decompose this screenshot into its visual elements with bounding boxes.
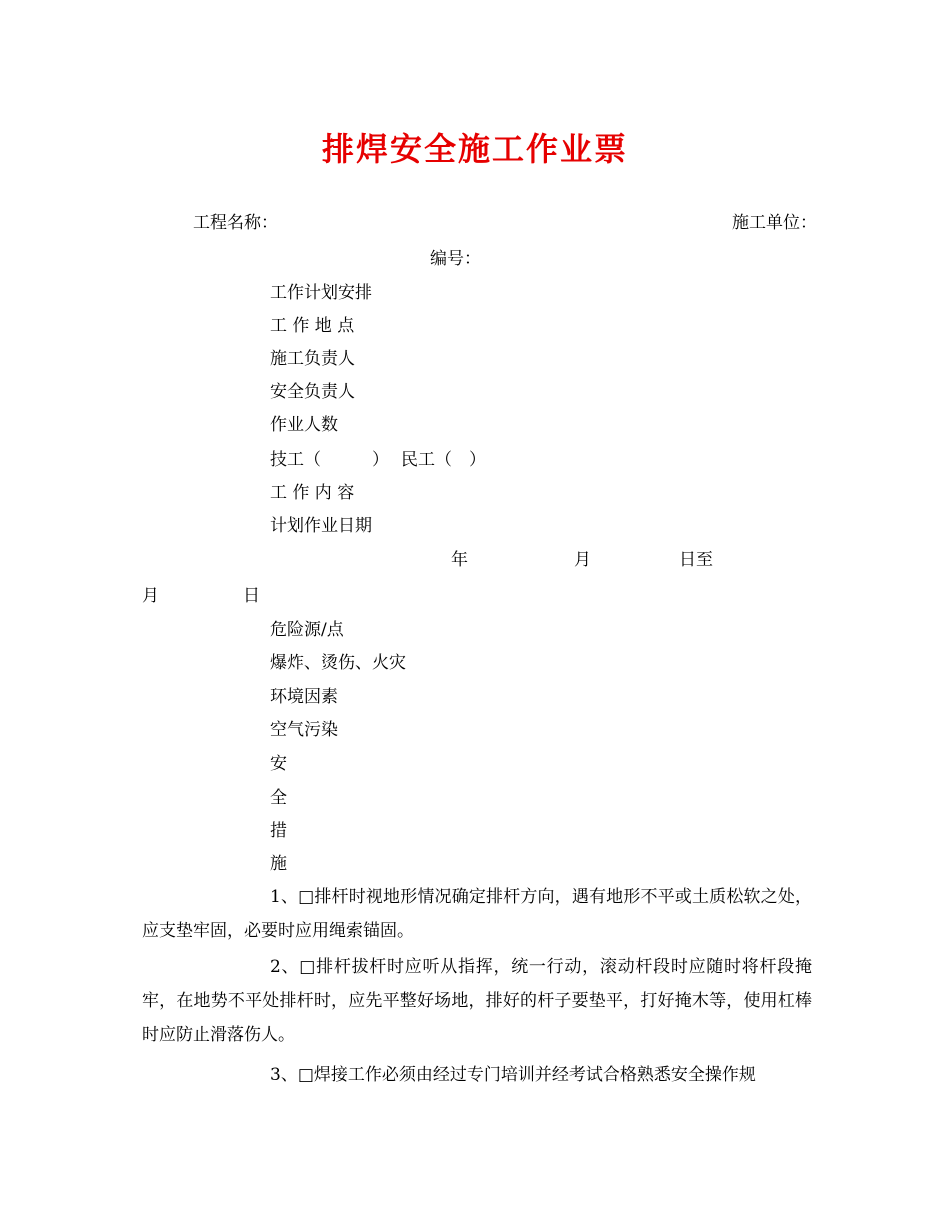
field-safety-lead: 安全负责人 <box>270 382 355 402</box>
field-work-content: 工 作 内 容 <box>270 483 355 503</box>
field-planned-date: 计划作业日期 <box>270 516 372 536</box>
measures-label-char: 全 <box>270 788 287 808</box>
number-label: 编号： <box>430 249 481 269</box>
field-laborers: 民工（ ） <box>401 450 486 470</box>
document-title: 排焊安全施工作业票 <box>321 130 628 168</box>
field-skilled-workers: 技工（ ） <box>270 450 389 470</box>
hazard-items: 爆炸、烫伤、火灾 <box>270 653 406 673</box>
project-name-label: 工程名称： <box>193 213 278 233</box>
field-work-plan: 工作计划安排 <box>270 283 372 303</box>
date-year: 年 <box>451 550 468 570</box>
date-month-end: 月 <box>142 586 159 606</box>
measures-label-char: 安 <box>270 754 287 774</box>
safety-measure-2: 2、□排杆拔杆时应听从指挥，统一行动，滚动杆段时应随时将杆段掩牢，在地势不平处排杆时，应先平整好场地，排好的杆子要垫平，打好掩木等，使用杠棒时应防止滑落伤人。 <box>142 957 812 1045</box>
safety-measure-1: 1、□排杆时视地形情况确定排杆方向，遇有地形不平或土质松软之处，应支垫牢固，必要时应用绳索锚固。 <box>142 887 812 941</box>
measures-label-char: 措 <box>270 821 287 841</box>
environment-label: 环境因素 <box>270 687 338 707</box>
safety-measure-3: 3、□焊接工作必须由经过专门培训并经考试合格熟悉安全操作规 <box>270 1065 756 1085</box>
measures-label-char: 施 <box>270 854 287 874</box>
field-headcount: 作业人数 <box>270 415 338 435</box>
date-day-to: 日至 <box>679 550 713 570</box>
date-month: 月 <box>574 550 591 570</box>
construction-unit-label: 施工单位： <box>732 213 817 233</box>
environment-items: 空气污染 <box>270 720 338 740</box>
field-construction-lead: 施工负责人 <box>270 349 355 369</box>
hazard-label: 危险源/点 <box>270 620 344 640</box>
field-work-location: 工 作 地 点 <box>270 316 355 336</box>
date-day-end: 日 <box>243 586 260 606</box>
